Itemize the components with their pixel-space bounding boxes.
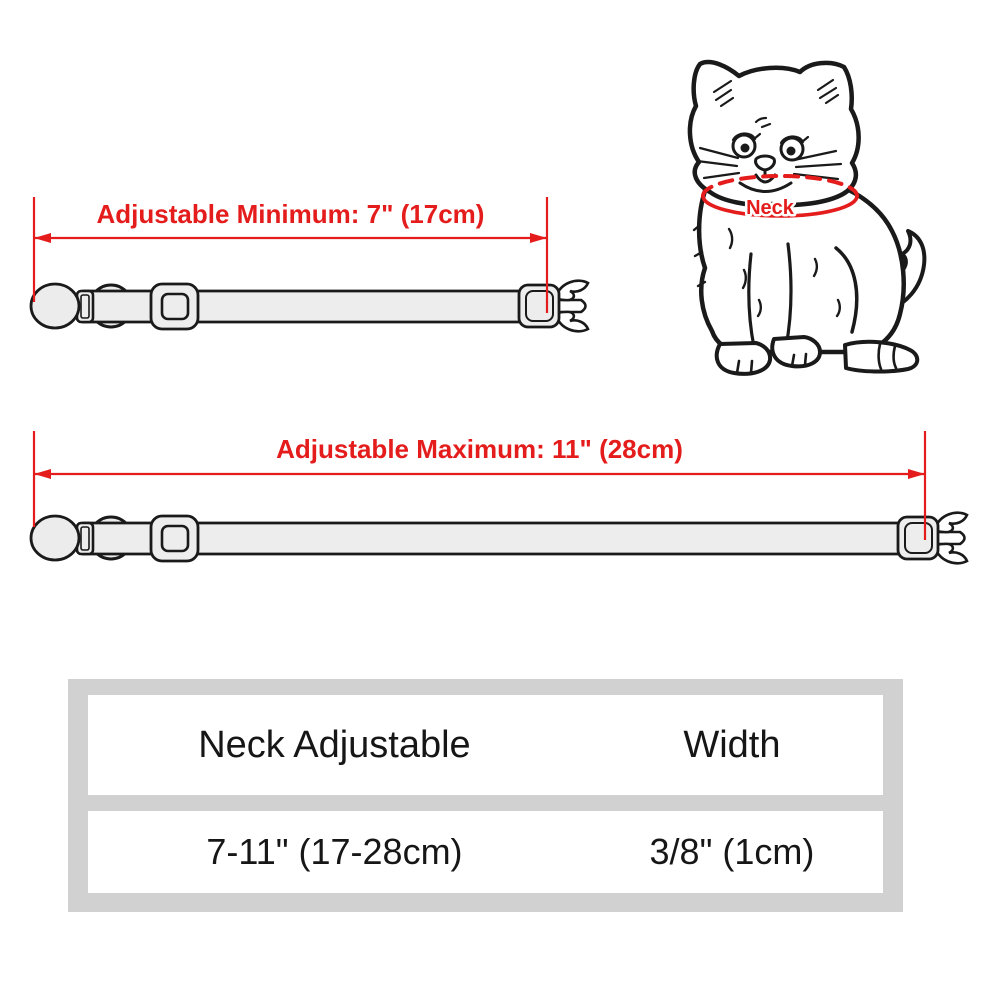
- arrowhead-left: [34, 233, 51, 243]
- cat-nose: [756, 156, 775, 170]
- value-width: 3/8" (1cm): [649, 831, 815, 872]
- collar-maximum-drawing: [31, 513, 967, 564]
- max-measurement-label: Adjustable Maximum: 11" (28cm): [276, 434, 683, 464]
- size-table-header-row: [88, 695, 883, 795]
- neck-label: Neck: [746, 197, 794, 219]
- value-neck-adjustable: 7-11" (17-28cm): [206, 831, 463, 872]
- kitten-illustration: [690, 62, 924, 374]
- cat-front-paw: [717, 343, 770, 374]
- header-width: Width: [683, 723, 781, 766]
- arrowhead-right: [908, 469, 925, 479]
- size-table: [68, 679, 903, 912]
- collar-strap: [80, 523, 903, 554]
- header-neck-adjustable: Neck Adjustable: [198, 723, 471, 766]
- arrowhead-right: [530, 233, 547, 243]
- arrowhead-left: [34, 469, 51, 479]
- min-measurement-label: Adjustable Minimum: 7" (17cm): [96, 199, 485, 229]
- collar-strap: [80, 291, 523, 322]
- collar-minimum-drawing: [31, 281, 588, 332]
- size-table-value-row: [88, 811, 883, 893]
- cat-front-paw: [772, 337, 820, 366]
